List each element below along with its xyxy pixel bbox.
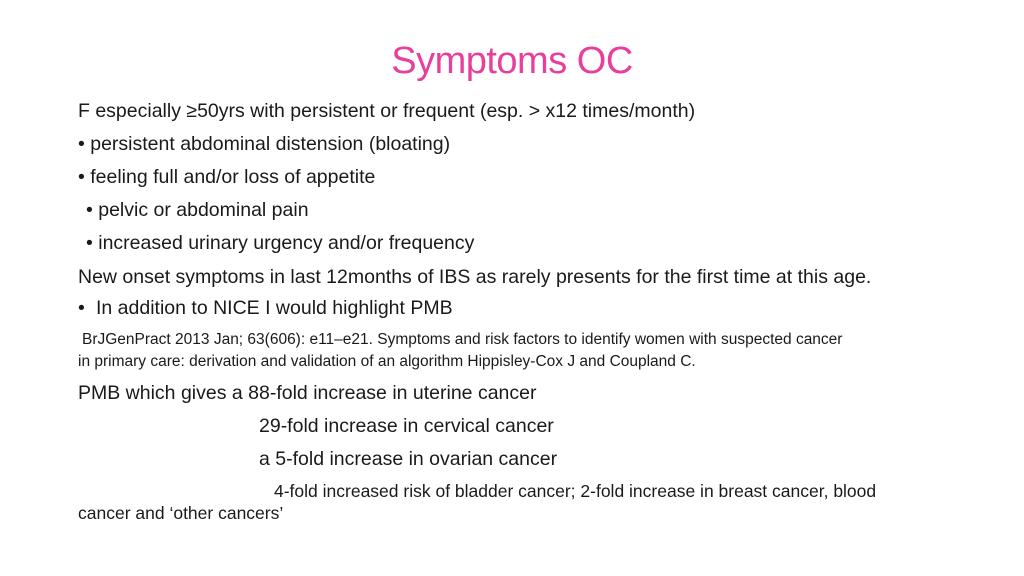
slide-title: Symptoms OC — [391, 40, 633, 82]
bladder-line-1: 4-fold increased risk of bladder cancer; 2-fold increase in breast cancer, blood — [274, 481, 877, 501]
nice-bullet-marker: • — [78, 297, 85, 319]
bladder-line-2: cancer and ‘other cancers’ — [78, 503, 284, 523]
nice-text: In addition to NICE I would highlight PMB — [96, 297, 453, 319]
symptom-bullet-bloating: • persistent abdominal distension (bloating) — [78, 133, 451, 155]
symptom-bullet-appetite: • feeling full and/or loss of appetite — [78, 166, 376, 188]
symptom-bullet-urinary: • increased urinary urgency and/or frequency — [86, 232, 475, 254]
reference-block — [78, 329, 958, 373]
slide-body — [78, 95, 958, 524]
ovarian-line: a 5-fold increase in ovarian cancer — [259, 448, 558, 470]
cervical-line: 29-fold increase in cervical cancer — [259, 415, 554, 437]
nice-bullet-line — [78, 292, 958, 325]
bladder-block — [78, 480, 958, 524]
reference-line-2: in primary care: derivation and validation of an algorithm Hippisley-Cox J and Coupland C. — [78, 353, 696, 370]
symptom-bullet-pain: • pelvic or abdominal pain — [86, 199, 309, 221]
reference-line-1: BrJGenPract 2013 Jan; 63(606): e11–e21. Symptoms and risk factors to identify women with suspected cancer — [82, 331, 843, 348]
new-onset-line: New onset symptoms in last 12months of IBS as rarely presents for the first time at this age. — [78, 266, 872, 288]
intro-line: F especially ≥50yrs with persistent or frequent (esp. > x12 times/month) — [78, 100, 696, 122]
pmb-line: PMB which gives a 88-fold increase in uterine cancer — [78, 382, 537, 404]
